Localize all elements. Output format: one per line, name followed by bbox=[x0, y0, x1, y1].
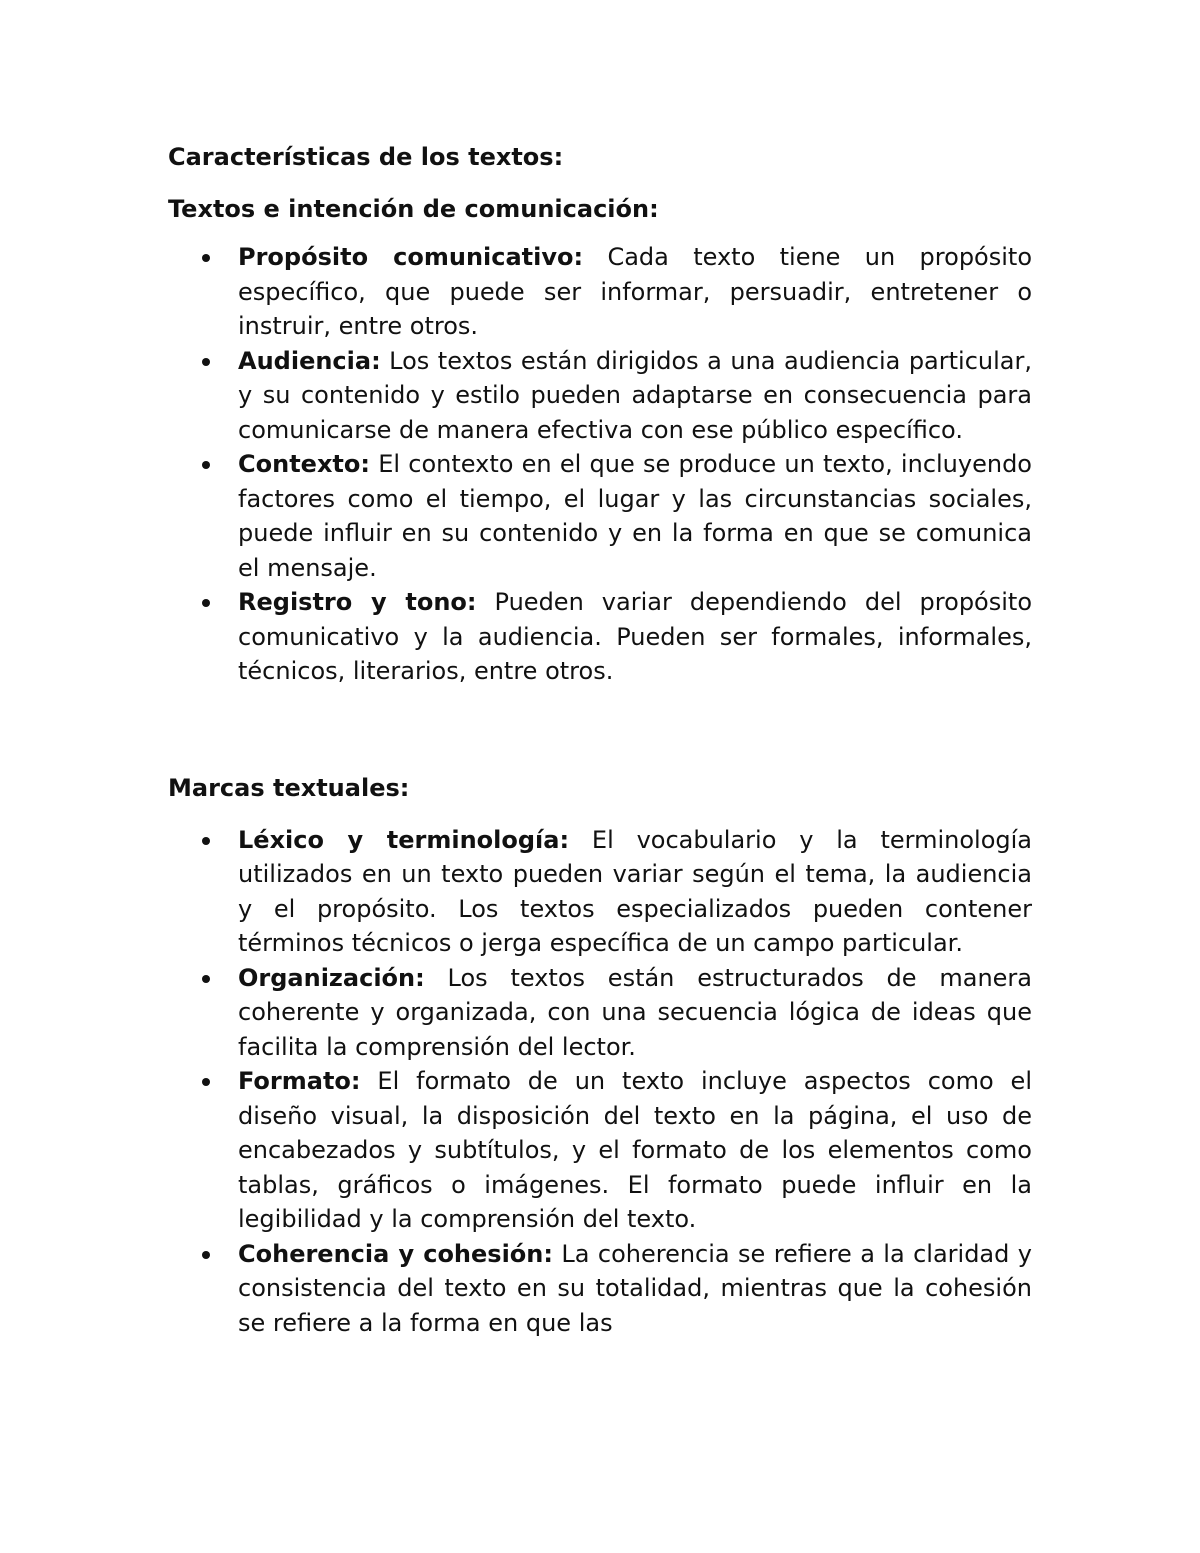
bullet-icon bbox=[202, 975, 210, 983]
list-item bbox=[168, 1237, 1032, 1341]
item-text: La coherencia se refiere a la claridad y consistencia del texto en su totalidad, mientras que la cohesión se refiere a la forma en que las bbox=[238, 1239, 1032, 1337]
section-heading-intention: Textos e intención de comunicación: bbox=[168, 195, 659, 223]
list-item bbox=[168, 823, 1032, 961]
document-title: Características de los textos: bbox=[168, 143, 564, 171]
bullet-icon bbox=[202, 1078, 210, 1086]
list-item bbox=[168, 240, 1032, 344]
item-text: Los textos están estructurados de manera coherente y organizada, con una secuencia lógica de ideas que facilita la comprensión del lector. bbox=[238, 963, 1032, 1061]
item-term: Coherencia y cohesión: bbox=[238, 1239, 553, 1268]
item-term: Registro y tono: bbox=[238, 588, 477, 616]
bullet-icon bbox=[202, 837, 210, 845]
bullet-icon bbox=[202, 461, 210, 469]
document-page bbox=[168, 140, 1032, 1340]
section-heading-marks: Marcas textuales: bbox=[168, 773, 410, 802]
list-item bbox=[168, 1064, 1032, 1237]
item-text: Los textos están dirigidos a una audiencia particular, y su contenido y estilo pueden adaptarse en consecuencia para comunicarse de manera efectiva con ese público específico. bbox=[238, 346, 1032, 444]
item-term: Léxico y terminología: bbox=[238, 825, 570, 854]
item-term: Propósito comunicativo: bbox=[238, 243, 584, 271]
item-text: Cada texto tiene un propósito específico, que puede ser informar, persuadir, entretener o instruir, entre otros. bbox=[238, 243, 1032, 340]
item-term: Organización: bbox=[238, 963, 425, 992]
bullet-icon bbox=[202, 1251, 210, 1259]
marks-list bbox=[168, 823, 1032, 1341]
intention-list bbox=[168, 240, 1032, 689]
bullet-icon bbox=[202, 358, 210, 366]
item-term: Contexto: bbox=[238, 450, 370, 478]
list-item bbox=[168, 961, 1032, 1065]
item-term: Audiencia: bbox=[238, 346, 381, 375]
item-text: Pueden variar dependiendo del propósito comunicativo y la audiencia. Pueden ser formales, informales, técnicos, literarios, entre otros. bbox=[238, 588, 1032, 685]
item-text: El contexto en el que se produce un texto, incluyendo factores como el tiempo, el lugar y las circunstancias sociales, puede influir en su contenido y en la forma en que se comunica el mensaje. bbox=[238, 450, 1032, 582]
list-item bbox=[168, 344, 1032, 448]
list-item bbox=[168, 585, 1032, 689]
item-text: El formato de un texto incluye aspectos como el diseño visual, la disposición del texto en la página, el uso de encabezados y subtítulos, y el formato de los elementos como tablas, gráficos o imágenes. El formato puede influir en la legibilidad y la comprensión del texto. bbox=[238, 1067, 1032, 1233]
bullet-icon bbox=[202, 254, 210, 262]
item-term: Formato: bbox=[238, 1067, 361, 1095]
bullet-icon bbox=[202, 599, 210, 607]
item-text: El vocabulario y la terminología utilizados en un texto pueden variar según el tema, la audiencia y el propósito. Los textos especializados pueden contener términos técnicos o jerga específica de un campo particular. bbox=[238, 825, 1032, 957]
list-item bbox=[168, 447, 1032, 585]
